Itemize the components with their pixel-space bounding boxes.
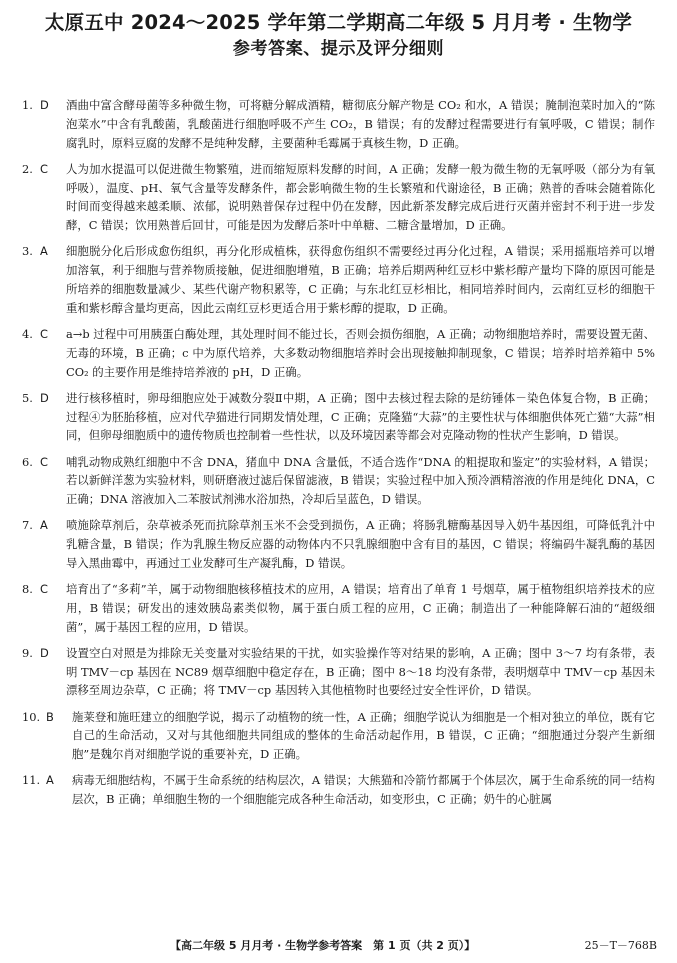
answer-item	[22, 453, 655, 509]
explanation-text: 人为加水提温可以促进微生物繁殖，进而缩短原料发酵的时间，A 正确；发酵一般为微生物的无氧呼吸（部分为有氧呼吸），温度、pH、氧气含量等发酵条件，都会影响微生物的生长繁殖和代谢途径，B 正确；熟普的香味会随着陈化时间而变得越来越柔顺、浓郁，说明熟普保存过程中仍在发酵，因此新茶发酵完成后进行灭菌并密封不利于进一步发酵，C 错误；饮用熟普后回甘，可能是因为发酵后茶叶中单糖、二糖含量增加，D 正确。	[66, 161, 655, 233]
answer-letter: C	[40, 161, 48, 176]
explanation-text: 喷施除草剂后，杂草被杀死而抗除草剂玉米不会受到损伤，A 正确；将肠乳糖酶基因导入奶牛基因组，可降低乳汁中乳糖含量，B 错误；作为乳腺生物反应器的动物体内不只乳腺细胞中含有目的基因，C 错误；将编码牛凝乳酶的基因导入黑曲霉中，再通过工业发酵可生产凝乳酶，D 错误。	[66, 518, 655, 570]
page-subtitle: 参考答案、提示及评分细则	[232, 39, 445, 59]
explanation-text: 细胞脱分化后形成愈伤组织，再分化形成植株，获得愈伤组织不需要经过再分化过程，A 错误；采用摇瓶培养可以增加溶氧，利于细胞与营养物质接触，促进细胞增殖，B 正确；培养后期两种红豆杉中紫杉醇产量均下降的原因可能是所培养的细胞数量减少、某些代谢产物积累等，C 正确；与东北红豆杉相比，相同培养时间内，云南红豆杉的细胞干重和紫杉醇含量均更高，因此云南红豆杉更适合用于紫杉醇的提取，D 正确。	[66, 244, 655, 315]
explanation-text: 进行核移植时，卵母细胞应处于减数分裂Ⅱ中期，A 正确；图中去核过程去除的是纺锤体－染色体复合物，B 正确；过程④为胚胎移植，应对代孕猫进行同期发情处理，C 正确；克隆猫“大蒜”的主要性状与体细胞供体死亡猫“大蒜”相同，但卵母细胞质中的遗传物质也控制着一些性状，以及环境因素等都会对克隆动物的性状产生影响，D 错误。	[66, 390, 655, 443]
answer-item	[22, 516, 655, 572]
question-number: 5.	[22, 390, 33, 405]
answer-letter: C	[40, 326, 48, 341]
question-number: 10.	[22, 709, 41, 724]
question-number: 11.	[22, 773, 41, 788]
answer-letter: A	[40, 518, 48, 533]
answer-list	[22, 96, 655, 809]
explanation-text: a→b 过程中可用胰蛋白酶处理，其处理时间不能过长，否则会损伤细胞，A 正确；动物细胞培养时，需要设置无菌、无毒的环境，B 正确；c 中为原代培养，大多数动物细胞培养时会出现接触抑制现象，C 错误；培养时培养箱中 5% CO₂ 的主要作用是维持培养液的 pH，D 正确。	[66, 326, 655, 379]
answer-item	[22, 389, 655, 445]
answer-letter: D	[40, 645, 49, 660]
answer-letter: C	[40, 582, 48, 597]
question-number: 2.	[22, 161, 33, 176]
answer-item	[22, 644, 655, 700]
answer-item	[22, 771, 655, 809]
question-number: 1.	[22, 98, 33, 112]
answer-item	[22, 160, 655, 235]
footer-page-info: 【高二年级 5 月月考 · 生物学参考答案 第 1 页（共 2 页）】	[170, 939, 476, 952]
answer-item	[22, 708, 655, 764]
explanation-text: 病毒无细胞结构，不属于生命系统的结构层次，A 错误；大熊猫和冷箭竹都属于个体层次，属于生命系统的同一结构层次，B 正确；单细胞生物的一个细胞能完成各种生命活动，如变形虫，C 正确；奶牛的心脏属	[72, 773, 655, 807]
answer-item	[22, 325, 655, 381]
explanation-text: 培育出了“多莉”羊，属于动物细胞核移植技术的应用，A 错误；培育出了单育 1 号烟草，属于植物组织培养技术的应用，B 错误；研发出的速效胰岛素类似物，属于蛋白质工程的应用，C 正确；制造出了一种能降解石油的“超级细菌”，属于基因工程的应用，D 错误。	[66, 582, 655, 634]
answer-letter: A	[40, 244, 48, 259]
explanation-text: 酒曲中富含酵母菌等多种微生物，可将糖分解成酒精，糖彻底分解产物是 CO₂ 和水，A 错误；腌制泡菜时加入的“陈泡菜水”中含有乳酸菌，乳酸菌进行细胞呼吸不产生 CO₂，B 错误；有的发酵过程需要进行有氧呼吸，C 错误；制作腐乳时，原料豆腐的发酵不是纯种发酵，主要菌种毛霉属于真核生物，D 正确。	[66, 98, 655, 150]
answer-letter: A	[46, 773, 54, 788]
answer-letter: D	[40, 390, 49, 405]
answer-item	[22, 96, 655, 152]
question-number: 8.	[22, 582, 33, 597]
answer-item	[22, 580, 655, 636]
question-number: 9.	[22, 645, 33, 660]
page-title: 太原五中 2024～2025 学年第二学期高二年级 5 月月考 · 生物学	[44, 11, 633, 34]
explanation-text: 哺乳动物成熟红细胞中不含 DNA，猪血中 DNA 含量低，不适合选作“DNA 的粗提取和鉴定”的实验材料，A 错误；若以新鲜洋葱为实验材料，则研磨液过滤后保留滤液，B 错误；实验过程中加入预冷酒精溶液的作用是纯化 DNA，C 正确；DNA 溶液加入二苯胺试剂沸水浴加热，冷却后呈蓝色，D 错误。	[66, 454, 655, 507]
explanation-text: 施莱登和施旺建立的细胞学说，揭示了动植物的统一性，A 正确；细胞学说认为细胞是一个相对独立的单位，既有它自己的生命活动，又对与其他细胞共同组成的整体的生命活动起作用，B 错误，C 正确；“细胞通过分裂产生新细胞”是魏尔肖对细胞学说的重要补充，D 正确。	[72, 709, 655, 762]
question-number: 6.	[22, 454, 33, 469]
answer-letter: C	[40, 454, 48, 469]
footer-code: 25－T－768B	[584, 939, 657, 952]
page-footer	[0, 936, 677, 956]
explanation-text: 设置空白对照是为排除无关变量对实验结果的干扰，如实验操作等对结果的影响，A 正确；图中 3～7 均有条带，表明 TMV－cp 基因在 NC89 烟草细胞中稳定存在，B 正确；图中 8～18 均没有条带，表明烟草中 TMV－cp 基因未漂移至周边杂草，C 正确；将 TMV－cp 基因转入其他植物时也要经过安全性评价，D 错误。	[66, 645, 655, 698]
answer-letter: D	[40, 98, 49, 112]
question-number: 4.	[22, 326, 33, 341]
question-number: 3.	[22, 244, 33, 259]
question-number: 7.	[22, 518, 33, 533]
answer-letter: B	[46, 709, 54, 724]
answer-item	[22, 242, 655, 317]
